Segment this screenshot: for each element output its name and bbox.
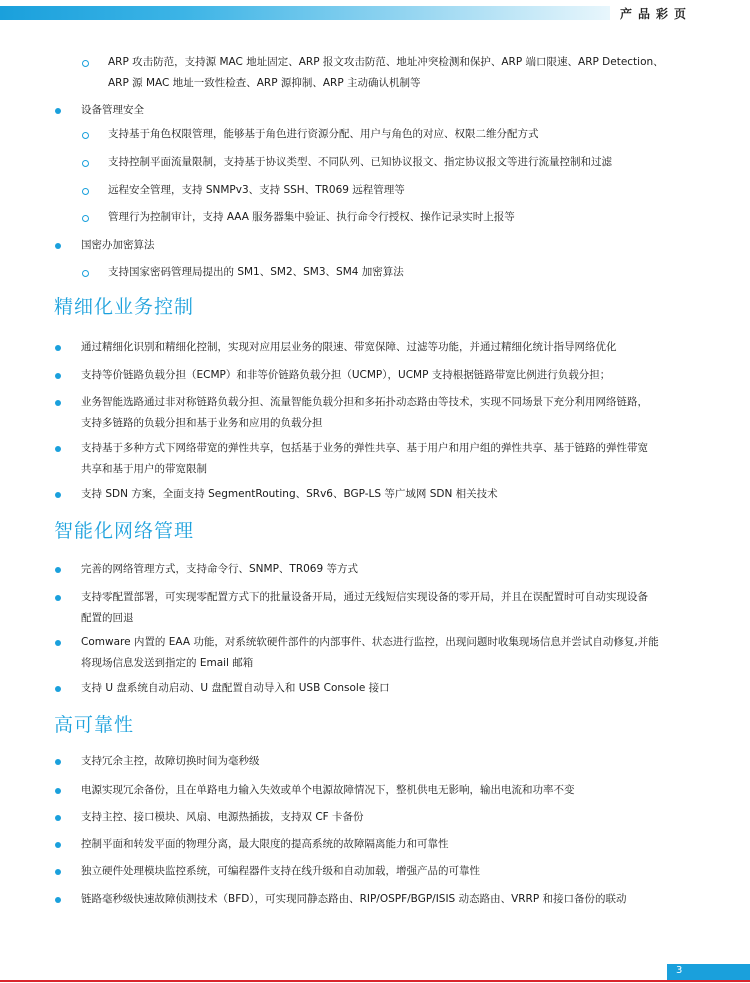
dot-bullet-icon [55,373,61,379]
list-item-text: 支持 SDN 方案，全面支持 SegmentRouting、SRv6、BGP-LS 等广域网 SDN 相关技术 [81,488,498,500]
circle-bullet-icon [82,160,89,167]
section-title: 精细化业务控制 [54,296,195,318]
list-item-text: 支持等价链路负载分担（ECMP）和非等价链路负载分担（UCMP），UCMP 支持根据链路带宽比例进行负载分担； [81,369,611,381]
sub-list-item-text: ARP 攻击防范，支持源 MAC 地址固定、ARP 报文攻击防范、地址冲突检测和保护、ARP 端口限速、ARP Detection、 [108,56,664,68]
list-item-text: 业务智能选路通过非对称链路负载分担、流量智能负载分担和多拓扑动态路由等技术，实现不同场景下充分利用网络链路， [81,396,648,408]
dot-bullet-icon [55,640,61,646]
sub-list-item-text: 支持国家密码管理局提出的 SM1、SM2、SM3、SM4 加密算法 [108,266,404,278]
list-item-text: 支持冗余主控，故障切换时间为毫秒级 [81,755,260,767]
sub-list-item-text: 支持基于角色权限管理，能够基于角色进行资源分配、用户与角色的对应、权限二维分配方式 [108,128,539,140]
sub-list-item-text: 支持控制平面流量限制，支持基于协议类型、不同队列、已知协议报文、指定协议报文等进行流量控制和过滤 [108,156,612,168]
list-item-text: 控制平面和转发平面的物理分离，最大限度的提高系统的故障隔离能力和可靠性 [81,838,449,850]
dot-bullet-icon [55,567,61,573]
list-item-text: 通过精细化识别和精细化控制，实现对应用层业务的限速、带宽保障、过滤等功能，并通过精细化统计指导网络优化 [81,341,617,353]
header-title: 产品彩页 [620,7,693,21]
dot-bullet-icon [55,869,61,875]
list-item-text: 完善的网络管理方式，支持命令行、SNMP、TR069 等方式 [81,563,358,575]
dot-bullet-icon [55,492,61,498]
dot-bullet-icon [55,108,61,114]
list-item-text: 设备管理安全 [81,104,144,116]
footer-line [0,980,750,982]
dot-bullet-icon [55,446,61,452]
dot-bullet-icon [55,759,61,765]
circle-bullet-icon [82,270,89,277]
list-item-text: 支持零配置部署，可实现零配置方式下的批量设备开局，通过无线短信实现设备的零开局，并且在误配置时可自动实现设备 [81,591,648,603]
dot-bullet-icon [55,842,61,848]
dot-bullet-icon [55,815,61,821]
dot-bullet-icon [55,897,61,903]
section-title: 智能化网络管理 [54,520,195,542]
list-item-text: 独立硬件处理模块监控系统，可编程器件支持在线升级和自动加载，增强产品的可靠性 [81,865,480,877]
section-title: 高可靠性 [54,714,135,736]
page-number: 3 [676,965,683,976]
dot-bullet-icon [55,400,61,406]
dot-bullet-icon [55,595,61,601]
list-item-text: 支持多链路的负载分担和基于业务和应用的负载分担 [81,417,323,429]
circle-bullet-icon [82,132,89,139]
list-item-text: 支持 U 盘系统自动启动、U 盘配置自动导入和 USB Console 接口 [81,682,390,694]
list-item-text: 国密办加密算法 [81,239,155,251]
circle-bullet-icon [82,60,89,67]
list-item-text: 电源实现冗余备份，且在单路电力输入失效或单个电源故障情况下，整机供电无影响，输出电流和功率不变 [81,784,575,796]
dot-bullet-icon [55,788,61,794]
sub-list-item-text: 管理行为控制审计，支持 AAA 服务器集中验证、执行命令行授权、操作记录实时上报等 [108,211,515,223]
list-item-text: 支持主控、接口模块、风扇、电源热插拔，支持双 CF 卡备份 [81,811,364,823]
list-item-text: 支持基于多种方式下网络带宽的弹性共享，包括基于业务的弹性共享、基于用户和用户组的弹性共享、基于链路的弹性带宽 [81,442,648,454]
sub-list-item-text: 远程安全管理，支持 SNMPv3、支持 SSH、TR069 远程管理等 [108,184,405,196]
header-gradient-bar [0,6,610,20]
list-item-text: 将现场信息发送到指定的 Email 邮箱 [81,657,254,669]
sub-list-item-text: ARP 源 MAC 地址一致性检查、ARP 源抑制、ARP 主动确认机制等 [108,77,421,89]
list-item-text: 共享和基于用户的带宽限制 [81,463,207,475]
list-item-text: 链路毫秒级快速故障侦测技术（BFD），可实现同静态路由、RIP/OSPF/BGP/ISIS 动态路由、VRRP 和接口备份的联动 [81,893,627,905]
circle-bullet-icon [82,188,89,195]
list-item-text: Comware 内置的 EAA 功能，对系统软硬件部件的内部事件、状态进行监控，出现问题时收集现场信息并尝试自动修复,并能 [81,636,659,648]
circle-bullet-icon [82,215,89,222]
list-item-text: 配置的回退 [81,612,134,624]
dot-bullet-icon [55,686,61,692]
dot-bullet-icon [55,243,61,249]
dot-bullet-icon [55,345,61,351]
